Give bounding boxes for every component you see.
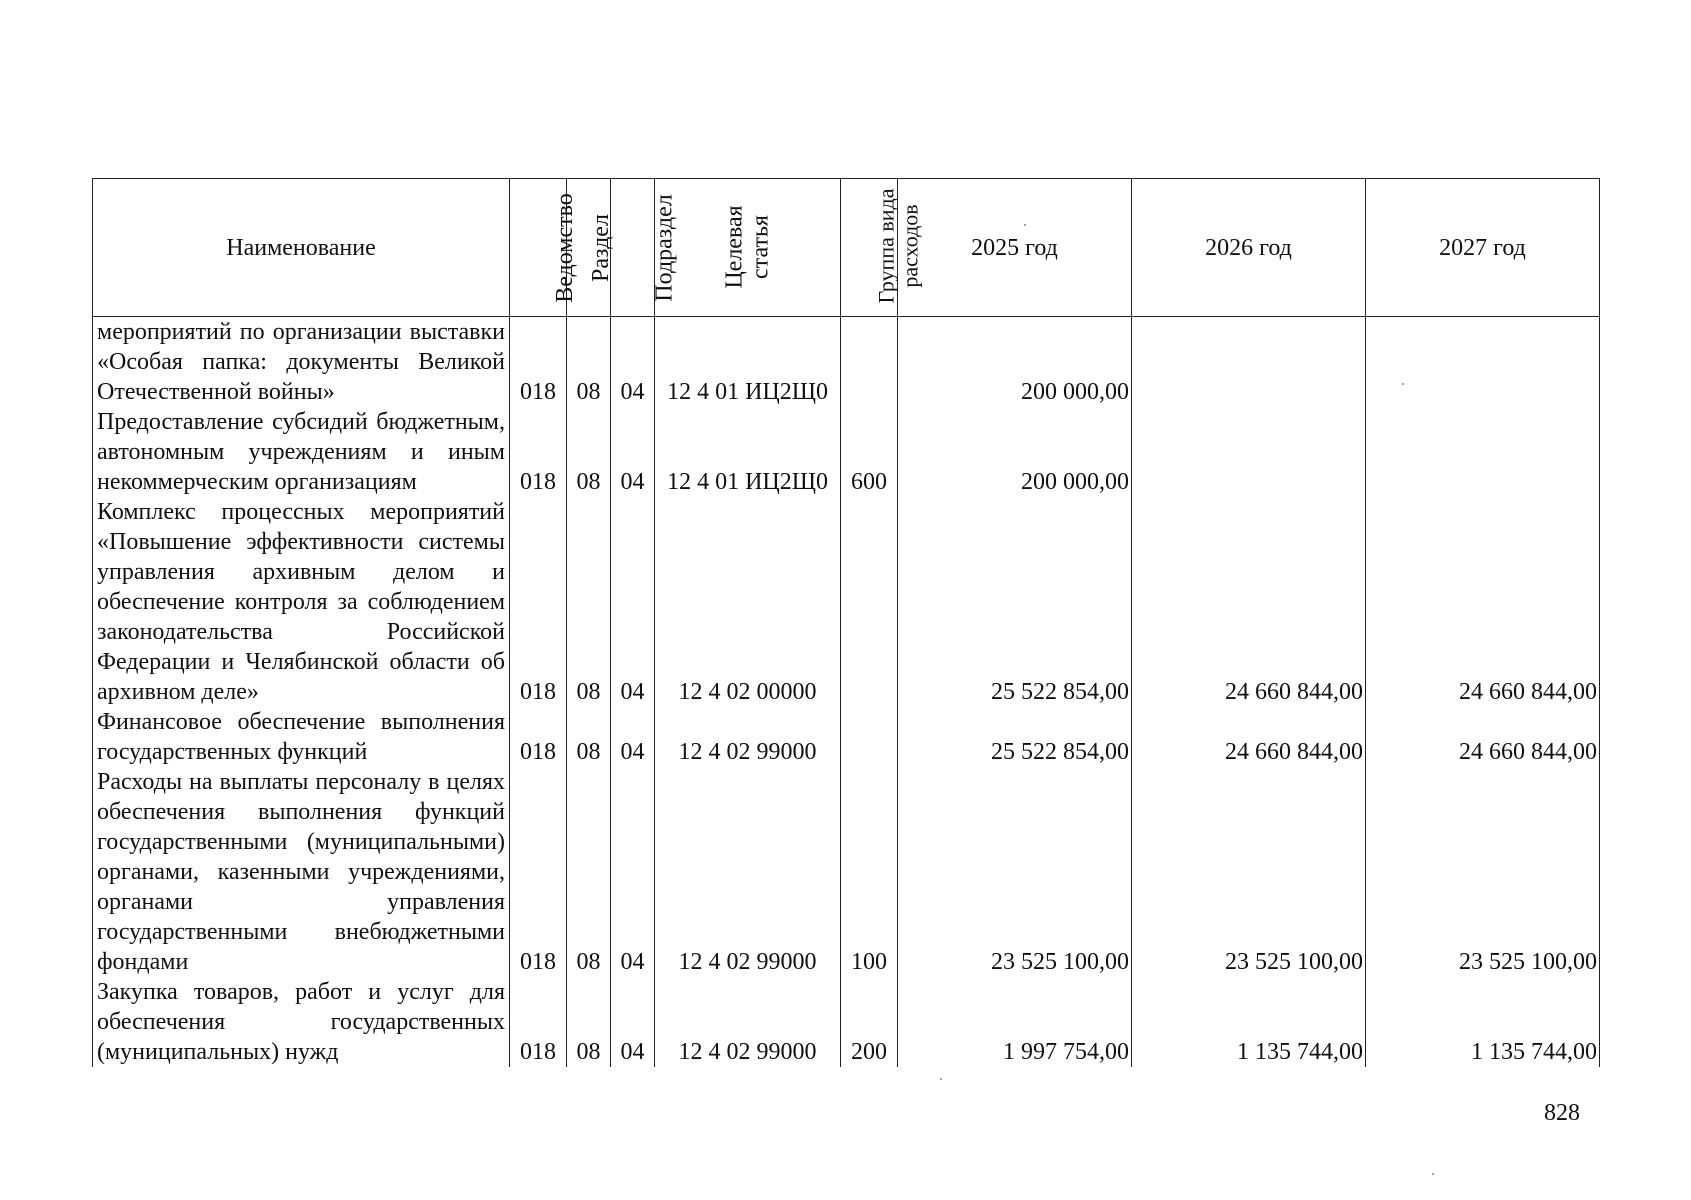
row-2027: 23 525 100,00 (1366, 767, 1600, 977)
scan-speck (1402, 383, 1404, 385)
header-target-label (721, 205, 773, 288)
header-department (510, 179, 578, 317)
header-year-2025: 2025 год (898, 179, 1132, 317)
row-2026 (1132, 317, 1366, 408)
row-target: 12 4 02 99000 (655, 977, 841, 1067)
row-2026: 1 135 744,00 (1132, 977, 1366, 1067)
row-section: 08 (567, 407, 611, 497)
table-row (93, 977, 1600, 1067)
row-section: 08 (567, 977, 611, 1067)
row-name: мероприятий по организации выставки «Особая папка: документы Великой Отечественной войны» (93, 317, 510, 408)
row-2026: 24 660 844,00 (1132, 497, 1366, 707)
header-target-line2: статья (747, 214, 774, 279)
row-2025: 25 522 854,00 (898, 707, 1132, 767)
row-department: 018 (510, 497, 567, 707)
row-subsection: 04 (611, 977, 655, 1067)
row-target: 12 4 02 99000 (655, 707, 841, 767)
table-row (93, 317, 1600, 408)
row-department: 018 (510, 707, 567, 767)
row-target: 12 4 01 ИЦ2Щ0 (655, 317, 841, 408)
row-subsection: 04 (611, 317, 655, 408)
row-2027 (1366, 407, 1600, 497)
table-row (93, 497, 1600, 707)
row-2027 (1366, 317, 1600, 408)
row-section: 08 (567, 707, 611, 767)
row-subsection: 04 (611, 707, 655, 767)
row-section: 08 (567, 497, 611, 707)
header-section-label: Раздел (587, 213, 614, 282)
row-target: 12 4 01 ИЦ2Щ0 (655, 407, 841, 497)
header-row (93, 179, 1600, 317)
row-name: Комплекс процессных мероприятий «Повышение эффективности системы управления архивным делом и обеспечение контроля за соблюдением законодательства Российской Федерации и Челябинской области об архивном деле» (93, 497, 510, 707)
row-name: Предоставление субсидий бюджетным, автономным учреждениям и иным некоммерческим организациям (93, 407, 510, 497)
header-name: Наименование (93, 179, 510, 317)
row-subsection: 04 (611, 497, 655, 707)
row-2026: 24 660 844,00 (1132, 707, 1366, 767)
header-target-line1: Целевая (721, 204, 748, 289)
header-exp-line2: расходов (897, 204, 923, 288)
table-row (93, 707, 1600, 767)
row-2025: 200 000,00 (898, 407, 1132, 497)
row-department: 018 (510, 407, 567, 497)
header-department-label: Ведомство (551, 192, 578, 303)
row-2026: 23 525 100,00 (1132, 767, 1366, 977)
scan-speck (1432, 1173, 1434, 1175)
row-target: 12 4 02 99000 (655, 767, 841, 977)
scan-speck (940, 1078, 942, 1080)
row-section: 08 (567, 317, 611, 408)
table-row (93, 407, 1600, 497)
header-target (655, 179, 841, 317)
scan-speck (1024, 224, 1026, 226)
row-2025: 200 000,00 (898, 317, 1132, 408)
row-exp-group (841, 707, 898, 767)
row-exp-group (841, 317, 898, 408)
row-2027: 24 660 844,00 (1366, 707, 1600, 767)
row-2027: 24 660 844,00 (1366, 497, 1600, 707)
header-exp-group (841, 179, 923, 317)
header-subsection-label: Подраздел (651, 193, 678, 302)
row-name: Расходы на выплаты персоналу в целях обеспечения выполнения функций государственными (муниципальными) органами, казенными учреждениями, органами управления государственными внебюджетными фондами (93, 767, 510, 977)
row-target: 12 4 02 00000 (655, 497, 841, 707)
budget-table (92, 178, 1600, 1067)
page-number: 828 (1544, 1100, 1580, 1126)
header-year-2027: 2027 год (1366, 179, 1600, 317)
row-section: 08 (567, 767, 611, 977)
row-name: Финансовое обеспечение выполнения государственных функций (93, 707, 510, 767)
row-exp-group: 200 (841, 977, 898, 1067)
row-2025: 25 522 854,00 (898, 497, 1132, 707)
header-exp-line1: Группа вида (873, 188, 899, 304)
row-department: 018 (510, 317, 567, 408)
header-subsection (611, 179, 678, 317)
row-subsection: 04 (611, 767, 655, 977)
row-2027: 1 135 744,00 (1366, 977, 1600, 1067)
table-row (93, 767, 1600, 977)
row-subsection: 04 (611, 407, 655, 497)
row-exp-group: 600 (841, 407, 898, 497)
row-exp-group (841, 497, 898, 707)
row-2026 (1132, 407, 1366, 497)
row-exp-group: 100 (841, 767, 898, 977)
header-year-2026: 2026 год (1132, 179, 1366, 317)
row-department: 018 (510, 977, 567, 1067)
header-exp-group-label (874, 189, 922, 304)
row-name: Закупка товаров, работ и услуг для обеспечения государственных (муниципальных) нужд (93, 977, 510, 1067)
row-department: 018 (510, 767, 567, 977)
row-2025: 1 997 754,00 (898, 977, 1132, 1067)
row-2025: 23 525 100,00 (898, 767, 1132, 977)
